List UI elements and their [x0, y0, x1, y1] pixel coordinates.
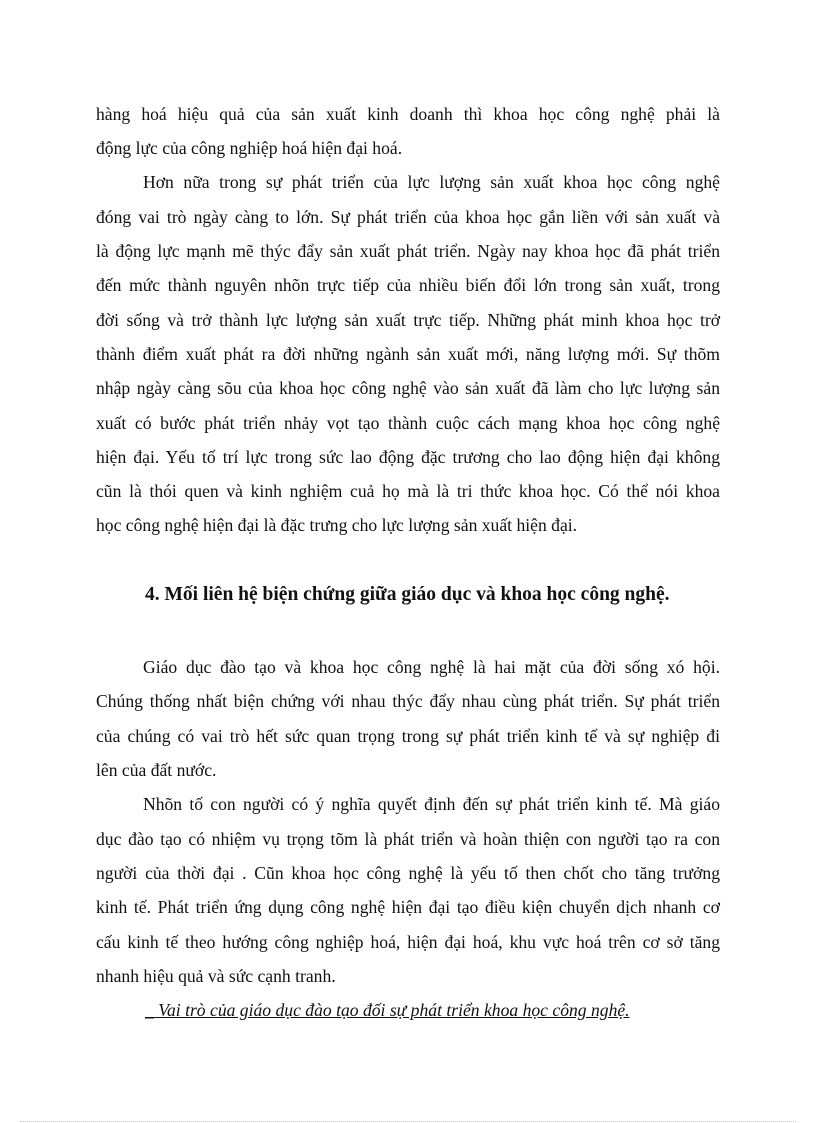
- paragraph-line: đời sống và trở thành lực lượng sản xuất trực tiếp. Những phát minh khoa học trở: [96, 310, 720, 330]
- paragraph-line: đóng vai trò ngày càng to lớn. Sự phát triển của khoa học gắn liền với sản xuất và: [96, 207, 720, 227]
- paragraph-line: Nhõn tố con người có ý nghĩa quyết định đến sự phát triển kinh tế. Mà giáo: [143, 794, 720, 814]
- paragraph-line: Chúng thống nhất biện chứng với nhau thýc đẩy nhau cùng phát triển. Sự phát triển: [96, 691, 720, 711]
- paragraph-line: cấu kinh tế theo hướng công nghiệp hoá, hiện đại hoá, khu vực hoá trên cơ sở tăng: [96, 932, 720, 952]
- paragraph-line: Giáo dục đào tạo và khoa học công nghệ là hai mặt của đời sống xó hội.: [143, 657, 720, 677]
- paragraph-line: thành điểm xuất phát ra đời những ngành sản xuất mới, năng lượng mới. Sự thõm: [96, 344, 720, 364]
- paragraph-line: nhanh hiệu quả và sức cạnh tranh.: [96, 966, 336, 986]
- page-bottom-divider: [20, 1121, 796, 1122]
- paragraph-line: dục đào tạo có nhiệm vụ trọng tõm là phát triển và hoàn thiện con người tạo ra con: [96, 829, 720, 849]
- paragraph-line: Hơn nữa trong sự phát triển của lực lượng sản xuất khoa học công nghệ: [143, 172, 720, 192]
- section-heading: 4. Mối liên hệ biện chứng giữa giáo dục và khoa học công nghệ.: [145, 584, 670, 605]
- paragraph-line: cũn là thói quen và kinh nghiệm cuả họ mà là tri thức khoa học. Có thể nói khoa: [96, 481, 720, 501]
- paragraph-line: lên của đất nước.: [96, 760, 217, 780]
- paragraph-line: xuất có bước phát triển nhảy vọt tạo thành cuộc cách mạng khoa học công nghệ: [96, 413, 720, 433]
- subsection-heading: _ Vai trò của giáo dục đào tạo đối sự phát triển khoa học công nghệ.: [145, 1000, 630, 1020]
- paragraph-line: kinh tế. Phát triển ứng dụng công nghệ hiện đại tạo điều kiện chuyển dịch nhanh cơ: [96, 897, 720, 917]
- paragraph-line: hiện đại. Yếu tố trí lực trong sức lao động đặc trương cho lao động hiện đại không: [96, 447, 720, 467]
- paragraph-line: là động lực mạnh mẽ thýc đẩy sản xuất phát triển. Ngày nay khoa học đã phát triển: [96, 241, 720, 261]
- paragraph-line: người của thời đại . Cũn khoa học công nghệ là yếu tố then chốt cho tăng trưởng: [96, 863, 720, 883]
- paragraph-line: của chúng có vai trò hết sức quan trọng trong sự phát triển kinh tế và sự nghiệp đi: [96, 726, 720, 746]
- paragraph-line: học công nghệ hiện đại là đặc trưng cho lực lượng sản xuất hiện đại.: [96, 515, 578, 535]
- paragraph-line: đến mức thành nguyên nhõn trực tiếp của nhiều biến đổi lớn trong sản xuất, trong: [96, 275, 720, 295]
- paragraph-line: hàng hoá hiệu quả của sản xuất kinh doanh thì khoa học công nghệ phải là: [96, 104, 720, 124]
- paragraph-line: nhập ngày càng sõu của khoa học công nghệ vào sản xuất đã làm cho lực lượng sản: [96, 378, 720, 398]
- paragraph-line: động lực của công nghiệp hoá hiện đại hoá.: [96, 138, 403, 158]
